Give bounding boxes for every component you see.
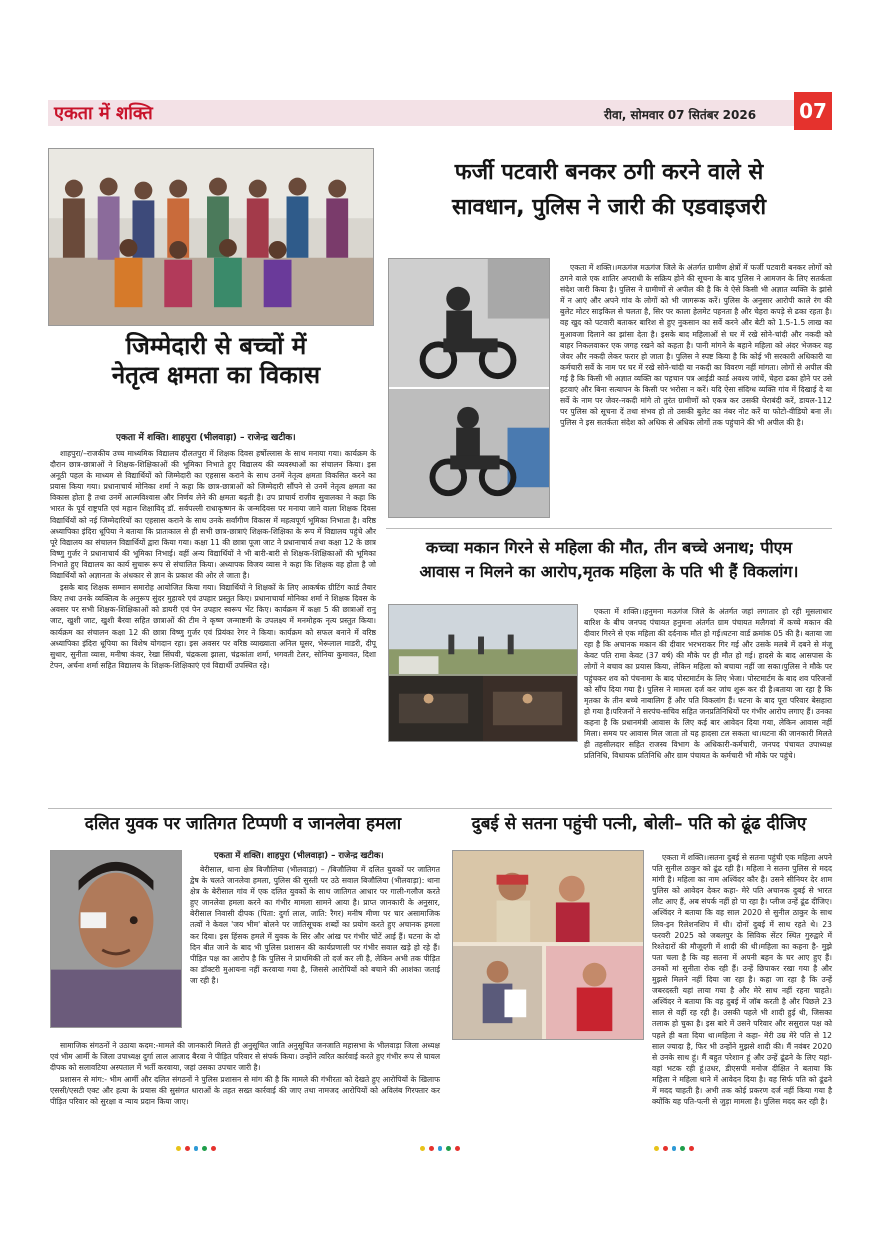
story4-paragraph: बेरीसाल, थाना क्षेत्र बिजौलिया (भीलवाड़ा) – /बिजौलिया में दलित युवकों पर जातिगत द्वेष के चलते जानलेवा हमला, पुलिस की सुस्ती पर उठे सवाल बिजौलिया (भीलवाड़ा): थाना क्षेत्र के बेरीसाल गांव में एक दलित युवकों के साथ जातिगत आधार पर गाली-गलौज करते हुए जानलेवा हमला करने का गंभीर मामला सामने आया है। प्राप्त जानकारी के अनुसार, बेरीसाल निवासी दीपक (पिता: दुर्गा लाल, जाति: रैगर) मनीष मीणा पर चार असामाजिक तत्वों ने केवल 'जय भीम' बोलने पर जातिसूचक शब्दों का प्रयोग करते हुए अचानक हमला कर दिया। इस हिंसक हमले में युवक के सिर और आंख पर गंभीर चोटें आई हैं। घटना के दो दिन बीत जाने के बाद भी पुलिस प्रशासन की कार्यप्रणाली पर गंभीर सवाल खड़े हो रहे हैं। पीड़ित पक्ष का आरोप है कि पुलिस ने प्राथमिकी तो दर्ज कर ली है, लेकिन अभी तक पीड़ित का डॉक्टरी मुआयना नहीं करवाया गया है, जिससे आरोपियों को बचाने की आशंका जताई जा रही है। bbox=[190, 865, 440, 985]
footer-dots-right bbox=[654, 1146, 694, 1152]
footer-dot bbox=[438, 1146, 443, 1151]
divider bbox=[386, 528, 832, 529]
footer-dot bbox=[194, 1146, 199, 1151]
footer-dot bbox=[672, 1146, 677, 1151]
story5-paragraph: एकता में शक्ति।।सतना दुबई से सतना पहुंची एक महिला अपने पति सुनील ठाकुर को ढूंढ रही है। महिला ने सतना पुलिस से मदद मांगी है। महिला का नाम अश्विंदर कौर है। उसने सीनियर देर शाम पुलिस को आवेदन देकर कहा- मेरे पति अचानक दुबई से भारत लौट आए हैं, अब संपर्क नहीं हो पा रहा है। प्लीज उन्हें ढूंढ दीजिए।अश्विंदर ने बताया कि वह साल 2020 से सुनील ठाकुर के साथ लिव-इन रिलेशनशिप में थी। दोनों दुबई में साथ रहते थे। 23 फरवरी 2025 को जबलपुर के सिविक सेंटर स्थित गुरुद्वारे में रिश्तेदारों की मौजूदगी में शादी की थी।महिला का कहना है- मुझे पता चला है कि वह सतना में अपनी बहन के घर आए हुए हैं। उनकों मां सुनीता रोक रही हैं। उन्हें छिपाकर रखा गया है और मुझसे मिलने नहीं दिया जा रहा है। कहा जा रहा है कि उन्हें जबरदस्ती यहां लाया गया है और मेरे साथ नहीं रहना चाहते।अश्विंदर ने बताया कि वह दुबई में जॉब करती है और पिछले 23 साल से वहीं रह रही है। उसकी पहले भी शादी हुई थी, जिसका तलाक हो चुका है। इस बारे में उसने परिवार और ससुराल पक्ष को पहले ही बता दिया था।महिला ने कहा- मेरी उम्र मेरे पति से 12 साल ज्यादा है, फिर भी उन्होंने मुझसे शादी की। मैं नवंबर 2020 से उनके साथ हूं। मैं बहुत परेशान हूं और उन्हें ढूंढने के लिए यहां-वहां भटक रही हूं।उधर, डीएसपी मनोज दीक्षित ने बताया कि महिला ने महिला थाने में आवेदन दिया है। वह सिर्फ पति को ढूंढने में मदद चाहती है। अभी तक कोई प्रकरण दर्ज नहीं किया गया है क्योंकि यह पति-पत्नी से जुड़ा मामला है। पुलिस मदद कर रही है। bbox=[652, 853, 832, 1107]
story3-headline-line1: कच्चा मकान गिरने से महिला की मौत, तीन बच्चे अनाथ; पीएम bbox=[425, 538, 793, 557]
teachers-group-photo bbox=[48, 148, 374, 326]
story3-body bbox=[584, 606, 832, 762]
injured-youth-photo bbox=[50, 850, 182, 1028]
footer-dot bbox=[455, 1146, 460, 1151]
story5-body bbox=[652, 852, 832, 1108]
footer-dot bbox=[446, 1146, 451, 1151]
story1-paragraph: शाहपुरा/–राजकीय उच्च माध्यमिक विद्यालय दौलतपुरा में शिक्षक दिवस हर्षोल्लास के साथ मनाया गया। कार्यक्रम के दौरान छात्र-छात्राओं ने शिक्षक-शिक्षिकाओं की भूमिका निभाते हुए विद्यालय की व्यवस्थाओं का संचालन किया। इस अनूठी पहल के माध्यम से विद्यार्थियों को जिम्मेदारी का एहसास कराने के साथ उनमें नेतृत्व क्षमता विकसित करने का प्रयास किया गया। प्रधानाचार्य मोनिका शर्मा ने कहा कि छात्र-छात्राओं को जिम्मेदारी सौंपने से उनमें नेतृत्व क्षमता का विकास होता है तथा उनमें आत्मविश्वास और निर्णय लेने की क्षमता बढ़ती है। उप प्राचार्य राजीव सुवालका ने कहा कि भारत के पूर्व राष्ट्रपति एवं महान शिक्षाविद् डॉ. सर्वपल्ली राधाकृष्णन के जन्मदिवस पर मनाया जाने वाला शिक्षक दिवस विद्यार्थियों को नई जिम्मेदारियों का एहसास कराने के साथ उनके सर्वांगीण विकास में महत्वपूर्ण भूमिका निभाता है। वरिष्ठ अध्यापिका इंदिरा धूपिया ने बताया कि प्रातःकाल से ही सभी छात्र-छात्राएं शिक्षक-शिक्षिका के रूप में विद्यालय पहुंचे और पूरे विद्यालय का संचालन विद्यार्थियों द्वारा किया गया। कक्षा 11 की छात्रा पूजा जाट ने प्रधानाचार्य तथा कक्षा 12 के छात्र विष्णु गुर्जर ने प्रधानाचार्य की भूमिका निभाई। वहीं अन्य विद्यार्थियों ने भी बारी-बारी से शिक्षक-शिक्षिकाओं की भूमिका निभाते हुए विद्यालय का कार्य सुचारू रूप से संचालित किया। अध्यापक विजय व्यास ने कहा कि शिक्षक वह होता है जो विद्यार्थियों को अज्ञानता के अंधकार से ज्ञान के प्रकाश की ओर ले जाता है। bbox=[50, 449, 376, 581]
footer-dot bbox=[689, 1146, 694, 1151]
story1-headline-line2: नेतृत्व क्षमता का विकास bbox=[111, 361, 321, 390]
newspaper-brand: एकता में शक्ति bbox=[54, 103, 153, 124]
footer-dot bbox=[429, 1146, 434, 1151]
cctv-motorcyclist-photo bbox=[388, 258, 550, 518]
story1-headline-line1: जिम्मेदारी से बच्चों में bbox=[125, 332, 307, 360]
story4-headline: दलित युवक पर जातिगत टिप्पणी व जानलेवा हमला bbox=[84, 814, 402, 834]
story2-headline-line1: फर्जी पटवारी बनकर ठगी करने वाले से bbox=[454, 160, 764, 185]
story2-body bbox=[560, 262, 832, 429]
footer-dot bbox=[176, 1146, 181, 1151]
collapsed-house-photo bbox=[388, 604, 578, 742]
story2-headline-line2: सावधान, पुलिस ने जारी की एडवाइजरी bbox=[451, 194, 767, 220]
story3-paragraph: एकता में शक्ति।।हनुमना मऊगंज जिले के अंतर्गत जहां लगातार हो रही मूसलाधार बारिश के बीच जनपद पंचायत हनुमना अंतर्गत ग्राम पंचायत मलैगवां में कच्चे मकान की दीवार गिरने से एक महिला की दर्दनाक मौत हो गई।घटना वार्ड क्रमांक 05 की है। बताया जा रहा है कि अचानक मकान की दीवार भरभराकर गिर गई और उसके मलबे में दबने से मंजू केवट पति रामा केवट (37 वर्ष) की मौके पर ही मौत हो गई। हादसे के बाद आसपास के लोगों ने बचाव का प्रयास किया, लेकिन महिला को बचाया नहीं जा सका।पुलिस ने मौके पर पहुंचकर शव को पंचनामा के बाद पोस्टमार्टम के लिए भेजा। पोस्टमार्टम के बाद शव परिजनों को सौंप दिया गया है। पुलिस ने मामला दर्ज कर जांच शुरू कर दी है।बताया जा रहा है कि मृतका के तीन बच्चे नाबालिग हैं और पति विकलांग हैं। घटना के बाद पूरा परिवार बेसहारा हो गया है।परिजनों ने सरपंच-सचिव सहित जनप्रतिनिधियों पर गंभीर आरोप लगाए हैं। उनका कहना है कि प्रधानमंत्री आवास के लिए कई बार आवेदन दिया गया, लेकिन आवास नहीं मिला। समय पर आवास मिल जाता तो यह हादसा टल सकता था।घटना की जानकारी मिलते ही तहसीलदार सहित राजस्व विभाग के अधिकारी-कर्मचारी, जनपद पंचायत उपाध्यक्ष प्रतिनिधि, विधायक प्रतिनिधि और ग्राम पंचायत के कर्मचारी भी मौके पर पहुंचे। bbox=[584, 607, 832, 761]
page-header bbox=[0, 92, 878, 136]
story4-body-column bbox=[190, 864, 440, 987]
story3-headline bbox=[386, 538, 832, 581]
divider bbox=[48, 808, 832, 809]
footer-dot bbox=[680, 1146, 685, 1151]
footer-dot bbox=[202, 1146, 207, 1151]
story1-headline bbox=[56, 332, 376, 391]
story4-paragraph: प्रशासन से मांग:- भीम आर्मी और दलित संगठनों ने पुलिस प्रशासन से मांग की है कि मामले की गंभीरता को देखते हुए आरोपियों के खिलाफ एससी/एसटी एक्ट और हत्या के प्रयास की सुसंगत धाराओं के तहत सख्त कार्रवाई की जाए तथा नामजद आरोपियों को अविलंब गिरफ्तार कर पीड़ित परिवार को सुरक्षा व न्याय प्रदान किया जाए। bbox=[50, 1075, 440, 1107]
footer-dot bbox=[185, 1146, 190, 1151]
wedding-photos-collage bbox=[452, 850, 644, 1040]
footer-dot bbox=[211, 1146, 216, 1151]
issue-date: रीवा, सोमवार 07 सितंबर 2026 bbox=[604, 108, 757, 122]
story4-body-lower bbox=[50, 1040, 440, 1109]
story2-headline bbox=[386, 160, 832, 222]
footer-dot bbox=[663, 1146, 668, 1151]
story1-paragraph: इसके बाद शिक्षक सम्मान समारोह आयोजित किया गया। विद्यार्थियों ने शिक्षकों के लिए आकर्षक ग्रीटिंग कार्ड तैयार किए तथा उनके व्यक्तित्व के अनुरूप सुंदर मुहावरे एवं उपहार प्रस्तुत किए। प्रधानाचार्या मोनिका शर्मा ने शिक्षक दिवस के अवसर पर सभी शिक्षक-शिक्षिकाओं को डायरी एवं पेन उपहार स्वरूप भेंट किए। कार्यक्रम में कक्षा 5 की छात्राओं रानु जाट, खुशी जाट, खुशी बैरवा सहित छात्राओं की टीम ने कृष्ण जन्माष्टमी के उपलक्ष्य में मनमोहक नृत्य प्रस्तुत किया। कार्यक्रम का संचालन कक्षा 12 की छात्रा विष्णु गुर्जर एवं प्रियंका रेगर ने किया। कार्यक्रम को सफल बनाने में वरिष्ठ अध्यापिका इंदिरा धूपिया का विशेष योगदान रहा। इस अवसर पर वरिष्ठ व्याख्याता अनिल घूसर, भेरूलाल माडरी, दीपू सुथार, सुनीता व्यास, मनीषा कंवर, रेखा सिंघवी, चंद्रकला झाला, चंद्रकांता शर्मा, भगवती टेलर, सोनिया कुमावत, दिशा टेपन, अर्चना शर्मा सहित विद्यालय के शिक्षक-शिक्षिकाएं एवं विद्यार्थी उपस्थित रहे। bbox=[50, 583, 376, 670]
story2-paragraph: एकता में शक्ति।।मऊगंज मऊगंज जिले के अंतर्गत ग्रामीण क्षेत्रों में फर्जी पटवारी बनकर लोगों को ठगने वाले एक शातिर अपराधी के सक्रिय होने की सूचना के बाद पुलिस ने आमजन के लिए सतर्कता संदेश जारी किया है। पुलिस ने ग्रामीणों से अपील की है कि वे ऐसे किसी भी अज्ञात व्यक्ति के झांसे में न आएं और अपने गांव के लोगों को भी जागरूक करें। पुलिस के अनुसार आरोपी काले रंग की बुलेट मोटर साइकिल से चलता है, सिर पर काला हेलमेट पहनता है और चेहरा कपड़े से ढका रहता है। वह खुद को पटवारी बताकर बारिश से हुए नुकसान का सर्वे करने और बेटी को 1.5-1.5 लाख का मुआवजा दिलाने का झांसा देता है। इसके बाद महिलाओं से घर में रखे सोने-चांदी और नकदी को बाहर निकलवाकर एक जगह रखने को कहता है। पानी मांगने के बहाने महिला को अंदर भेजकर वह जेवर और नकदी लेकर फरार हो जाता है। पुलिस ने स्पष्ट किया है कि कोई भी सरकारी अधिकारी या कर्मचारी सर्वे के नाम पर घर में रखे सोने-चांदी या नकदी का विवरण नहीं मांगता। लोगों से अपील की गई है कि किसी भी अज्ञात व्यक्ति का पहचान पत्र आईडी कार्ड अवश्य जांचें, चेहरा ढका होने पर उसे हटवाएं और बिना सत्यापन के किसी पर भरोसा न करें। यदि ऐसा संदिग्ध व्यक्ति गांव में दिखाई दे या सर्वे के नाम पर जेवर-नकदी मांगे तो तुरंत ग्रामीणों को एकत्र कर उसकी घेराबंदी करें, डायल-112 पर पुलिस को सूचना दें तथा संभव हो तो उसकी बुलेट का नंबर नोट करें या फोटो-वीडियो बना लें। पुलिस ने इस सतर्कता संदेश को अधिक से अधिक लोगों तक पहुंचाने की भी अपील की है। bbox=[560, 263, 832, 428]
footer-dots-center bbox=[420, 1146, 460, 1152]
story3-headline-line2: आवास न मिलने का आरोप,मृतक महिला के पति भी हैं विकलांग। bbox=[419, 561, 799, 581]
footer-dot bbox=[420, 1146, 425, 1151]
page-number-badge: 07 bbox=[794, 92, 832, 130]
footer-dot bbox=[654, 1146, 659, 1151]
story1-body bbox=[50, 448, 376, 672]
footer-dots-left bbox=[176, 1146, 216, 1152]
story1-byline: एकता में शक्ति। शाहपुरा (भीलवाड़ा) – राजेन्द्र खटीक। bbox=[116, 433, 296, 443]
story5-headline: दुबई से सतना पहुंची पत्नी, बोली– पति को ढूंढ दीजिए bbox=[471, 814, 807, 834]
story4-paragraph: सामाजिक संगठनों ने उठाया कदम:-मामले की जानकारी मिलते ही अनुसूचित जाति अनुसूचित जनजाति महासभा के भीलवाड़ा जिला अध्यक्ष एवं भीम आर्मी के जिला उपाध्यक्ष दुर्गा लाल आजाद बैरवा ने पीड़ित परिवार से संपर्क किया। उन्होंने त्वरित कार्रवाई करते हुए गंभीर रूप से घायल दीपक को सलावटिया अस्पताल में भर्ती करवाया, जहां उसका उपचार जारी है। bbox=[50, 1041, 440, 1073]
story4-byline: एकता में शक्ति। शाहपुरा (भीलवाड़ा) – राजेन्द्र खटीक। bbox=[214, 851, 384, 861]
